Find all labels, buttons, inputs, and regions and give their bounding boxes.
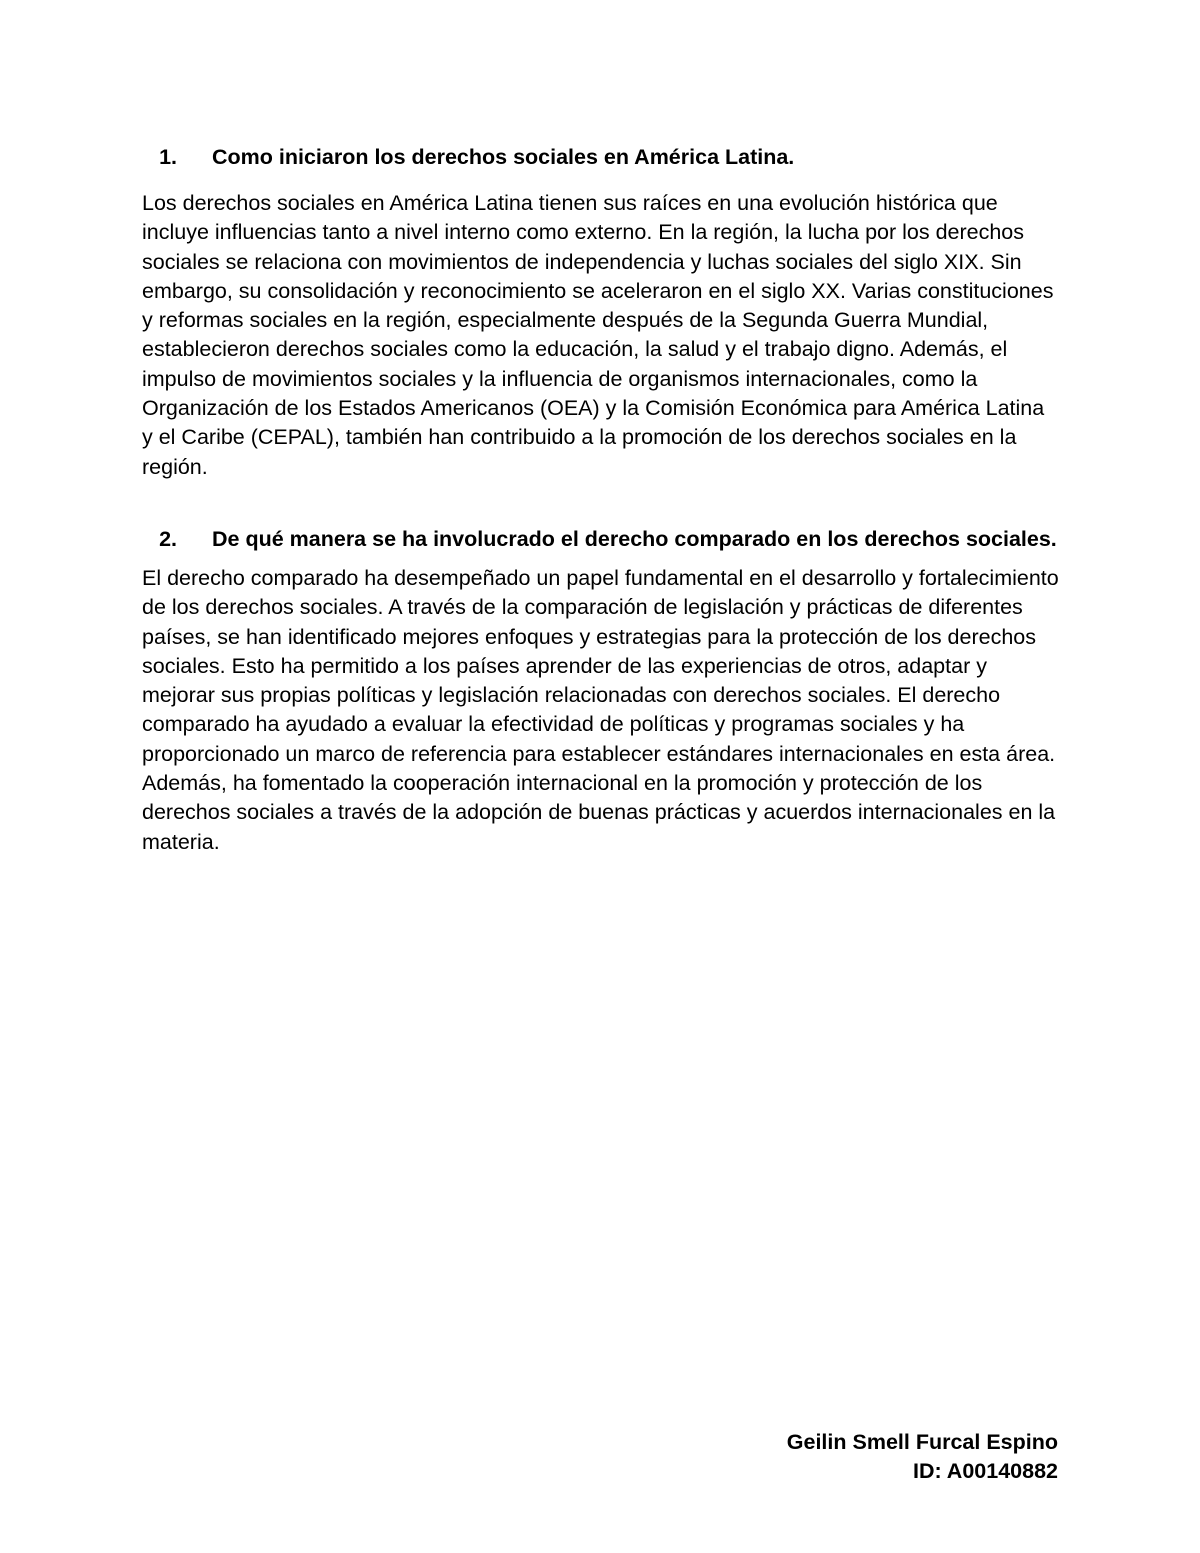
section-1-number: 1. [159, 145, 177, 169]
section-2-title: De qué manera se ha involucrado el derecho comparado en los derechos sociales. [212, 526, 1057, 551]
author-id: ID: A00140882 [912, 1459, 1058, 1483]
section-1-title: Como iniciaron los derechos sociales en América Latina. [212, 145, 795, 169]
section-2-number: 2. [159, 526, 177, 551]
section-1-paragraph: Los derechos sociales en América Latina tienen sus raíces en una evolución histórica que incluye influencias tanto a nivel interno como externo. En la región, la lucha por los derechos sociales se relaciona con movimientos de independencia y luchas sociales del siglo XIX. Sin embargo, su consolidación y reconocimiento se aceleraron en el siglo XX. Varias constituciones y reformas sociales en la región, especialmente después de la Segunda Guerra Mundial, establecieron derechos sociales como la educación, la salud y el trabajo digno. Además, el impulso de movimientos sociales y la influencia de organismos internacionales, como la Organización de los Estados Americanos (OEA) y la Comisión Económica para América Latina y el Caribe (CEPAL), también han contribuido a la promoción de los derechos sociales en la región. [142, 191, 1054, 479]
author-name: Geilin Smell Furcal Espino [786, 1430, 1058, 1454]
document-content [142, 140, 1060, 857]
section-2-heading [142, 525, 1060, 554]
section-2-paragraph: El derecho comparado ha desempeñado un papel fundamental en el desarrollo y fortalecimiento de los derechos sociales. A través de la comparación de legislación y prácticas de diferentes países, se han identificado mejores enfoques y estrategias para la protección de los derechos sociales. Esto ha permitido a los países aprender de las experiencias de otros, adaptar y mejorar sus propias políticas y legislación relacionadas con derechos sociales. El derecho comparado ha ayudado a evaluar la efectividad de políticas y programas sociales y ha proporcionado un marco de referencia para establecer estándares internacionales en esta área. Además, ha fomentado la cooperación internacional en la promoción y protección de los derechos sociales a través de la adopción de buenas prácticas y acuerdos internacionales en la materia. [142, 565, 1059, 854]
author-signature-block [787, 1428, 1058, 1486]
section-1-heading [142, 143, 1060, 172]
